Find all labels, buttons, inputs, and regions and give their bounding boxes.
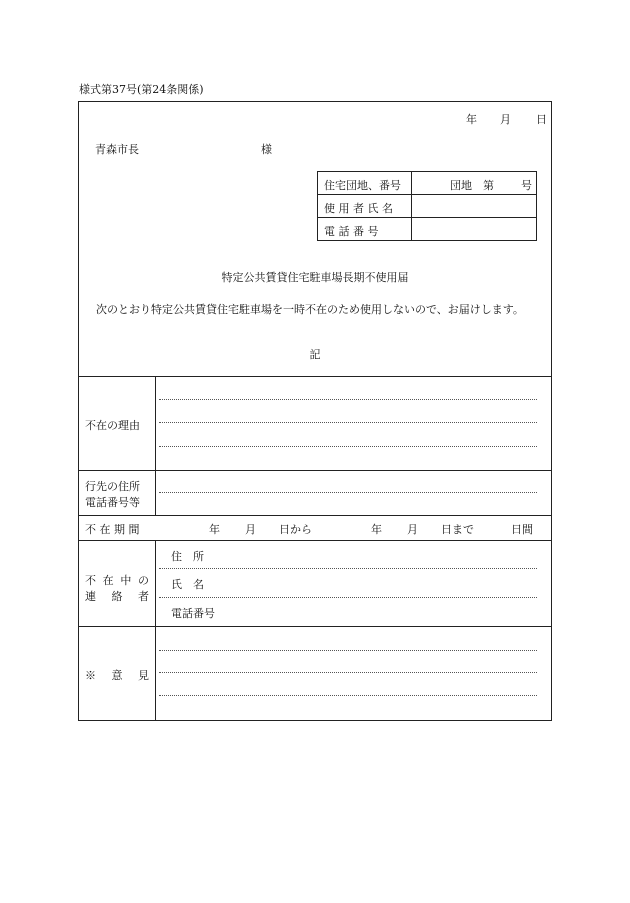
remarks-line-1[interactable] [159, 650, 537, 651]
period-year-2: 年 [371, 523, 382, 536]
period-from: 日から [279, 523, 312, 536]
contact-label-2: 連 絡 者 [85, 590, 149, 603]
applicant-table [317, 171, 537, 241]
contact-address-line[interactable] [159, 568, 537, 569]
destination-label-1: 行先の住所 [85, 480, 140, 493]
date-month: 月 [500, 113, 511, 126]
period-month-1: 月 [245, 523, 256, 536]
contact-label-1: 不 在 中 の [85, 574, 149, 587]
contact-name-label: 氏 名 [171, 578, 204, 591]
addressee-honorific: 様 [261, 143, 272, 156]
row-divider-1 [79, 470, 551, 471]
date-day: 日 [536, 113, 547, 126]
row-divider-2 [79, 515, 551, 516]
absence-reason-label: 不在の理由 [85, 419, 140, 432]
destination-label-2: 電話番号等 [85, 496, 140, 509]
absence-reason-line-1[interactable] [159, 399, 537, 400]
remarks-line-2[interactable] [159, 672, 537, 673]
absence-reason-line-2[interactable] [159, 422, 537, 423]
destination-line[interactable] [159, 492, 537, 493]
residence-danchi: 団地 [450, 179, 472, 192]
absence-reason-line-3[interactable] [159, 446, 537, 447]
residence-go: 号 [521, 179, 532, 192]
residence-label: 住宅団地、番号 [324, 179, 401, 192]
ki-label: 記 [309, 348, 321, 361]
period-year-1: 年 [209, 523, 220, 536]
contact-address-label: 住 所 [171, 550, 204, 563]
addressee-name: 青森市長 [95, 143, 139, 156]
user-name-label: 使 用 者 氏 名 [324, 202, 393, 215]
remarks-line-3[interactable] [159, 695, 537, 696]
remarks-label: ※ 意 見 [85, 669, 149, 682]
phone-row [318, 217, 536, 241]
period-month-2: 月 [407, 523, 418, 536]
period-days: 日間 [511, 523, 533, 536]
row-divider-3 [79, 540, 551, 541]
form-frame [78, 101, 552, 721]
absence-period-label: 不 在 期 間 [85, 523, 140, 536]
contact-phone-label: 電話番号 [171, 607, 215, 620]
col-divider-3 [155, 540, 156, 720]
form-title: 特定公共賃貸住宅駐車場長期不使用届 [221, 271, 409, 284]
residence-dai: 第 [483, 179, 494, 192]
row-divider-4 [79, 626, 551, 627]
col-divider-2 [155, 470, 156, 515]
date-year: 年 [466, 113, 477, 126]
residence-row [318, 172, 536, 195]
user-name-row [318, 194, 536, 218]
col-divider-1 [155, 376, 156, 470]
contact-name-line[interactable] [159, 597, 537, 598]
phone-label: 電 話 番 号 [324, 225, 379, 238]
period-until: 日まで [441, 523, 474, 536]
form-body-text: 次のとおり特定公共賃貸住宅駐車場を一時不在のため使用しないので、お届けします。 [96, 303, 524, 316]
form-number: 様式第37号(第24条関係) [79, 83, 204, 96]
table-top-line [79, 376, 551, 377]
